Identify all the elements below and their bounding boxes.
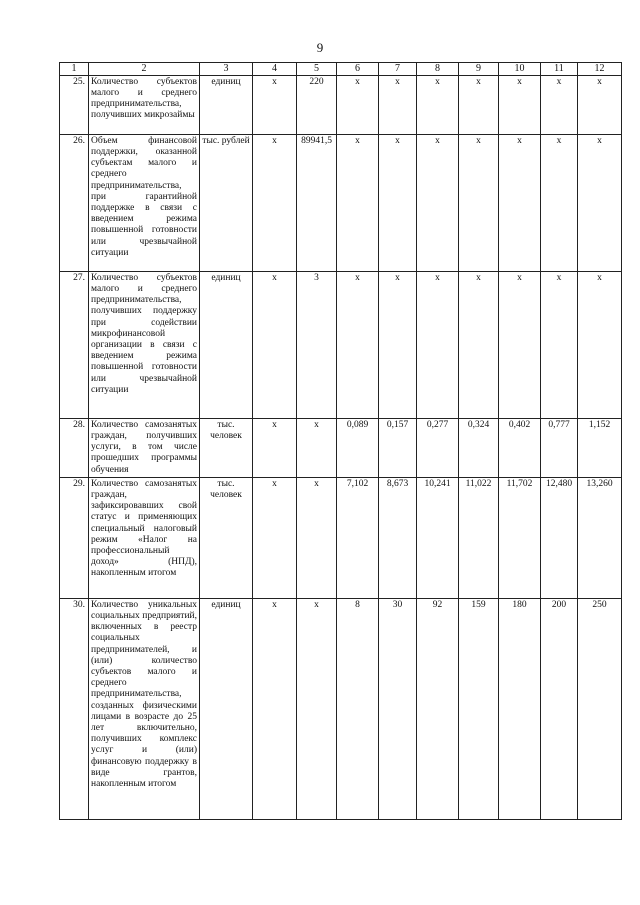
value-cell: x [253,134,297,271]
value-cell: x [578,75,622,134]
value-cell: 8,673 [379,477,417,598]
value-cell: x [253,271,297,418]
value-cell: x [253,75,297,134]
value-cell: x [253,598,297,819]
column-header: 7 [379,63,417,76]
value-cell: 89941,5 [297,134,337,271]
column-header: 2 [89,63,200,76]
column-header: 8 [417,63,459,76]
value-cell: x [337,134,379,271]
value-cell: 11,022 [459,477,499,598]
value-cell: 0,402 [499,418,541,477]
value-cell: x [541,271,578,418]
value-cell: 0,777 [541,418,578,477]
value-cell: 250 [578,598,622,819]
value-cell: x [297,598,337,819]
value-cell: 0,277 [417,418,459,477]
value-cell: x [337,271,379,418]
value-cell: x [417,271,459,418]
indicator-name: Количество самозанятых граждан, получивших услуги, в том числе прошедших программы обучения [89,418,200,477]
value-cell: x [253,477,297,598]
value-cell: 200 [541,598,578,819]
indicator-name: Объем финансовой поддержки, оказанной субъектам малого и среднего предпринимательства, при гарантийной поддержке в связи с введением режима повышенной готовности или чрезвычайной ситуации [89,134,200,271]
value-cell: x [253,418,297,477]
row-number: 27. [60,271,89,418]
table-row [60,75,622,134]
value-cell: x [541,134,578,271]
row-number: 25. [60,75,89,134]
value-cell: x [379,271,417,418]
unit-cell: единиц [200,598,253,819]
value-cell: 92 [417,598,459,819]
indicator-name: Количество субъектов малого и среднего предпринимательства, получивших микрозаймы [89,75,200,134]
column-header: 12 [578,63,622,76]
value-cell: x [379,75,417,134]
value-cell: 0,157 [379,418,417,477]
value-cell: 13,260 [578,477,622,598]
row-number: 29. [60,477,89,598]
value-cell: x [337,75,379,134]
unit-cell: тыс. рублей [200,134,253,271]
value-cell: 10,241 [417,477,459,598]
page-number: 9 [316,40,324,55]
table-row [60,477,622,598]
value-cell: 220 [297,75,337,134]
row-number: 26. [60,134,89,271]
table-row [60,598,622,819]
column-header: 11 [541,63,578,76]
value-cell: x [297,418,337,477]
value-cell: 0,089 [337,418,379,477]
indicator-name: Количество субъектов малого и среднего предпринимательства, получивших поддержку при содействии микрофинансовой организации в связи с введением режима повышенной готовности или чрезвычайной ситуации [89,271,200,418]
value-cell: x [459,134,499,271]
column-header: 1 [60,63,89,76]
header-row [60,63,622,76]
unit-cell: тыс. человек [200,477,253,598]
value-cell: 3 [297,271,337,418]
value-cell: x [459,271,499,418]
value-cell: 12,480 [541,477,578,598]
value-cell: 30 [379,598,417,819]
row-number: 30. [60,598,89,819]
column-header: 9 [459,63,499,76]
unit-cell: единиц [200,75,253,134]
value-cell: x [297,477,337,598]
column-header: 10 [499,63,541,76]
value-cell: 1,152 [578,418,622,477]
column-header: 3 [200,63,253,76]
value-cell: 8 [337,598,379,819]
indicator-name: Количество самозанятых граждан, зафиксировавших свой статус и применяющих специальный налоговый режим «Налог на профессиональный доход» (НПД), накопленным итогом [89,477,200,598]
value-cell: x [578,134,622,271]
unit-cell: единиц [200,271,253,418]
value-cell: x [417,75,459,134]
column-header: 4 [253,63,297,76]
value-cell: x [417,134,459,271]
column-header: 6 [337,63,379,76]
value-cell: x [499,271,541,418]
column-header: 5 [297,63,337,76]
value-cell: 0,324 [459,418,499,477]
table-row [60,418,622,477]
indicator-name: Количество уникальных социальных предприятий, включенных в реестр социальных предпринимателей, и (или) количество субъектов малого и среднего предпринимательства, созданных физическими лицами в возрасте до 25 лет включительно, получивших комплекс услуг и (или) финансовую поддержку в виде грантов, накопленным итогом [89,598,200,819]
value-cell: x [499,75,541,134]
row-number: 28. [60,418,89,477]
value-cell: 159 [459,598,499,819]
value-cell: x [499,134,541,271]
value-cell: x [541,75,578,134]
value-cell: 7,102 [337,477,379,598]
value-cell: x [459,75,499,134]
value-cell: 180 [499,598,541,819]
table-row [60,134,622,271]
indicators-table [59,62,622,820]
value-cell: 11,702 [499,477,541,598]
unit-cell: тыс. человек [200,418,253,477]
value-cell: x [578,271,622,418]
value-cell: x [379,134,417,271]
table-row [60,271,622,418]
